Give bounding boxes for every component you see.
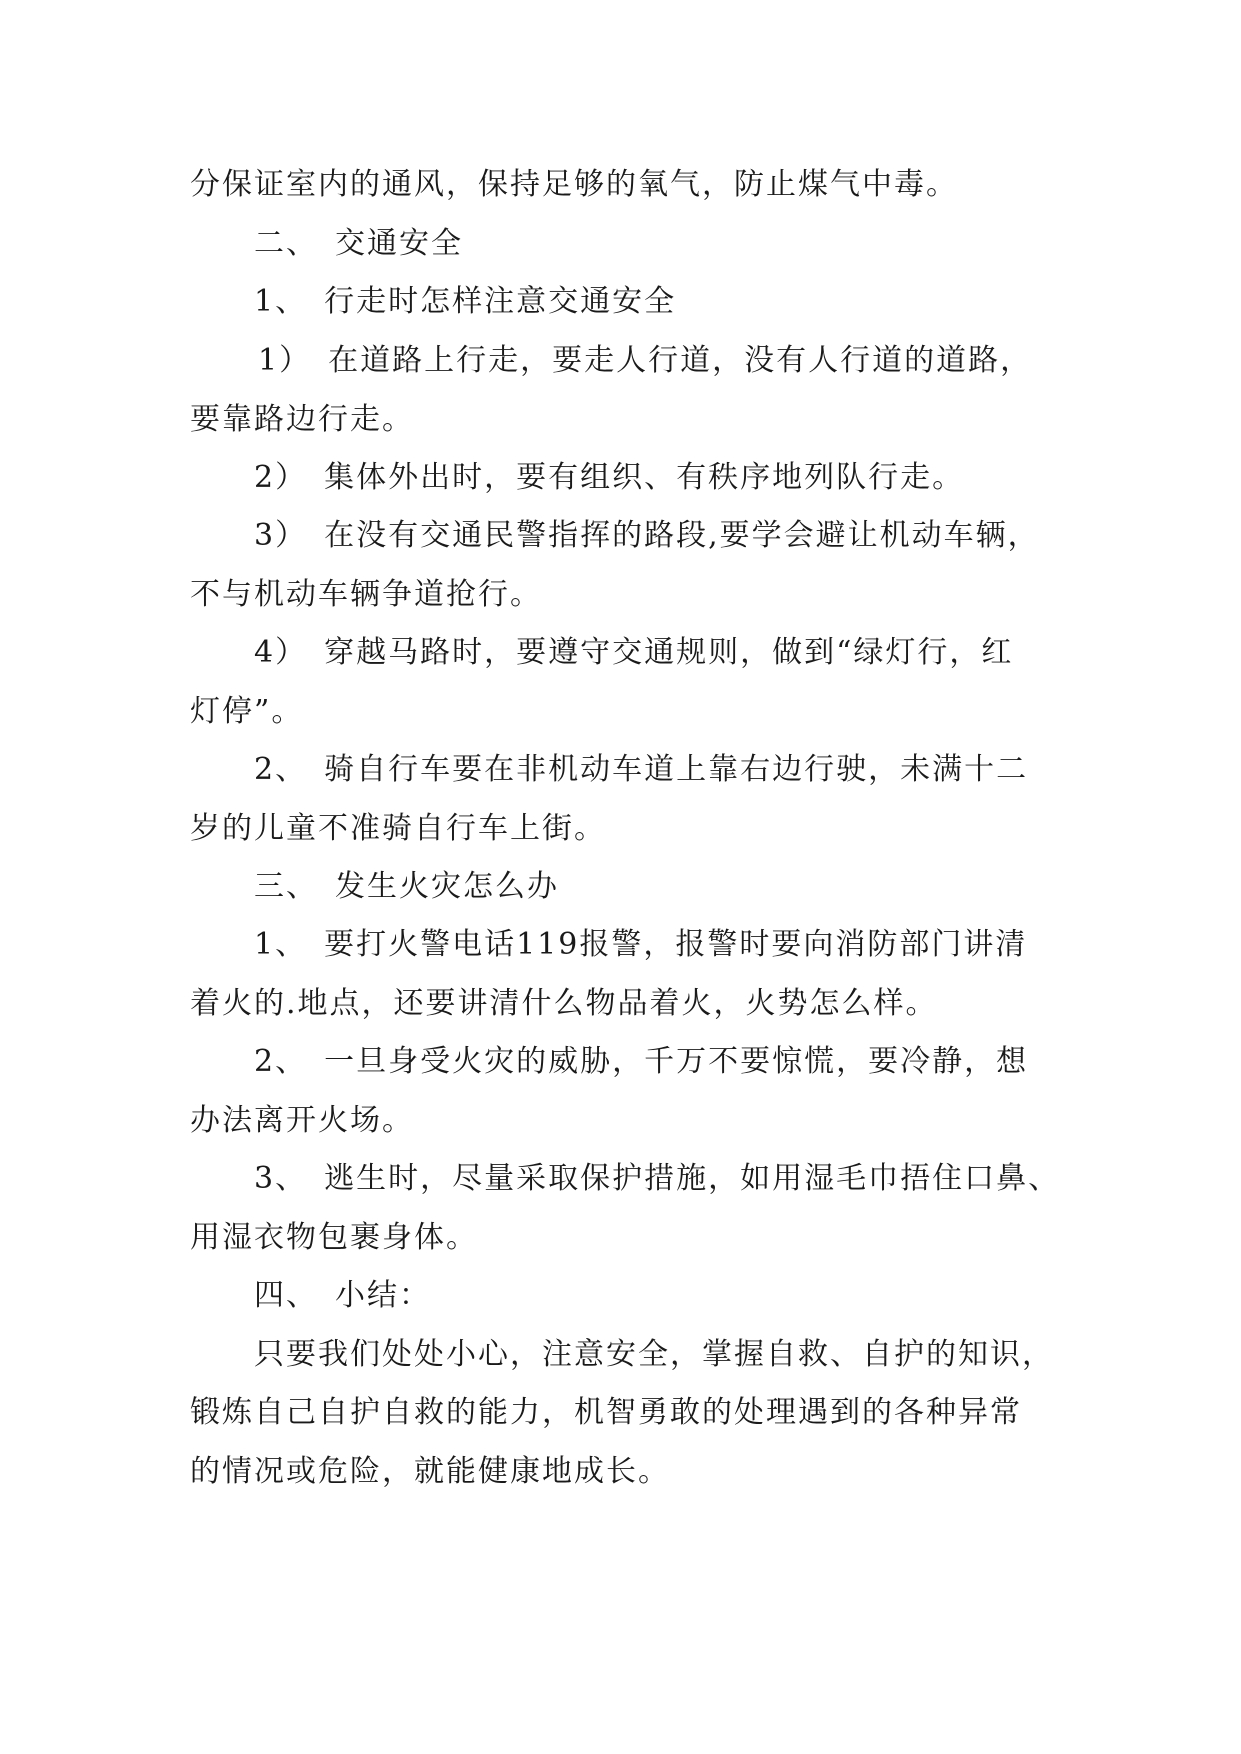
section-heading: 三、 发生火灾怎么办 xyxy=(254,869,559,904)
subsection-heading: 1、 行走时怎样注意交通安全 xyxy=(254,284,677,319)
text-line: 4） 穿越马路时，要遵守交通规则，做到“绿灯行，红 xyxy=(254,635,1014,670)
text-line: 灯停”。 xyxy=(190,694,304,729)
text-line: 要靠路边行走。 xyxy=(190,402,414,437)
text-line: 不与机动车辆争道抢行。 xyxy=(190,577,542,612)
text-line: 的情况或危险，就能健康地成长。 xyxy=(190,1454,670,1489)
text-line: 办法离开火场。 xyxy=(190,1103,414,1138)
text-line: 锻炼自己自护自救的能力，机智勇敢的处理遇到的各种异常 xyxy=(190,1395,1022,1430)
text-line: 分保证室内的通风，保持足够的氧气，防止煤气中毒。 xyxy=(190,167,958,202)
text-line: 3） 在没有交通民警指挥的路段,要学会避让机动车辆， xyxy=(254,518,1040,553)
text-line: 用湿衣物包裹身体。 xyxy=(190,1220,478,1255)
section-heading: 二、 交通安全 xyxy=(254,226,463,261)
text-line: 1） 在道路上行走，要走人行道，没有人行道的道路， xyxy=(258,343,1033,378)
text-line: 2、 一旦身受火灾的威胁，千万不要惊慌，要冷静，想 xyxy=(254,1044,1029,1079)
text-line: 2） 集体外出时，要有组织、有秩序地列队行走。 xyxy=(254,460,965,495)
text-line: 只要我们处处小心，注意安全，掌握自救、自护的知识， xyxy=(254,1337,1054,1372)
text-line: 1、 要打火警电话119报警，报警时要向消防部门讲清 xyxy=(254,927,1028,962)
text-line: 3、 逃生时，尽量采取保护措施，如用湿毛巾捂住口鼻、 xyxy=(254,1161,1061,1196)
text-line: 2、 骑自行车要在非机动车道上靠右边行驶，未满十二 xyxy=(254,752,1029,787)
text-line: 着火的.地点，还要讲清什么物品着火，火势怎么样。 xyxy=(190,986,938,1021)
text-line: 岁的儿童不准骑自行车上街。 xyxy=(190,811,606,846)
section-heading: 四、 小结： xyxy=(254,1278,431,1313)
